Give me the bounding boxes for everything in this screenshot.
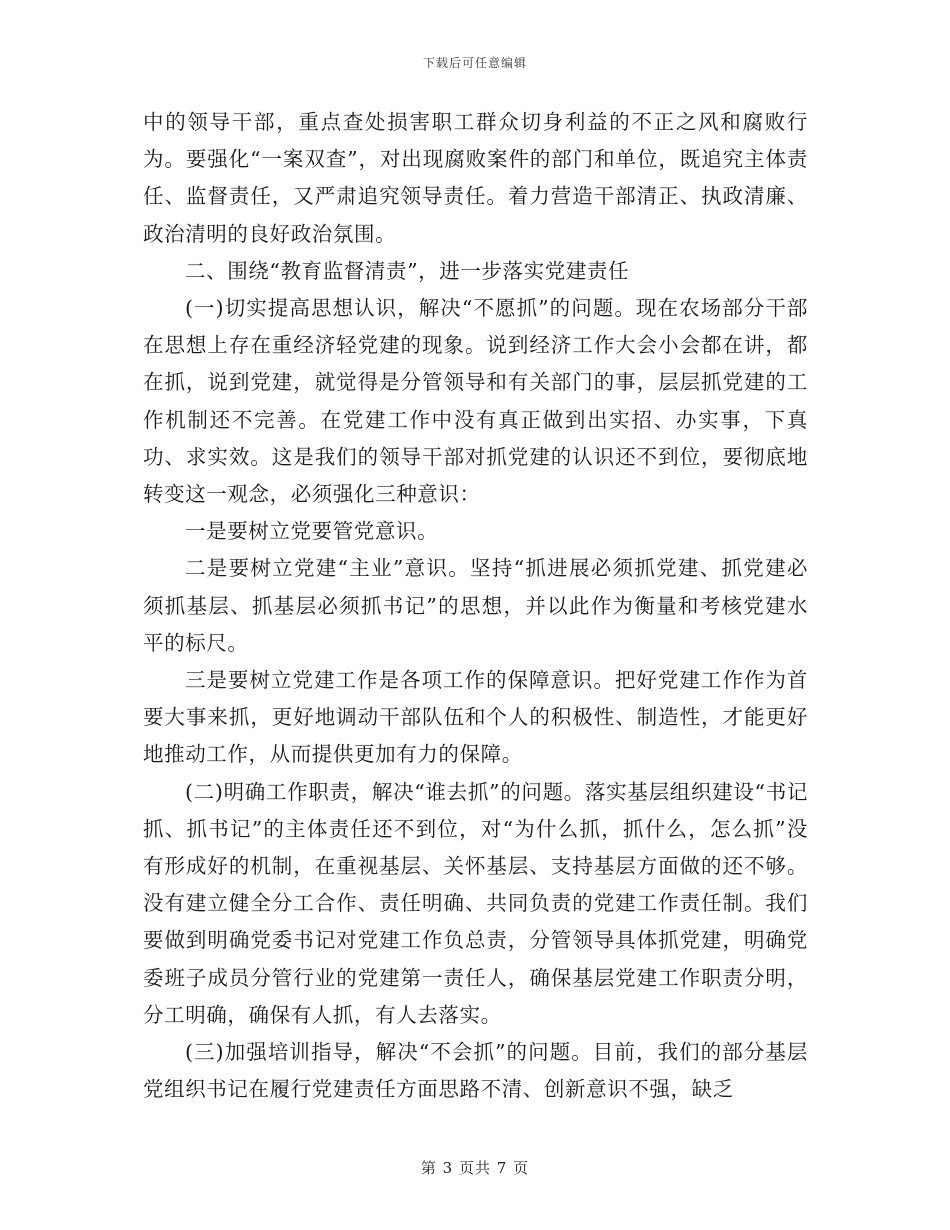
paragraph-3: (一)切实提高思想认识，解决“不愿抓”的问题。现在农场部分干部在思想上存在重经济轻党建的现象。说到经济工作大会小会都在讲，都在抓，说到党建，就觉得是分管领导和有关部门的事，层层抓党建的工作机制还不完善。在党建工作中没有真正做到出实招、办实事，下真功、求实效。这是我们的领导干部对抓党建的认识还不到位，要彻底地转变这一观念，必须强化三种意识：: [143, 296, 808, 507]
document-body: [143, 104, 808, 1108]
paragraph-7: (二)明确工作职责，解决“谁去抓”的问题。落实基层组织建设“书记抓、抓书记”的主体责任还不到位，对“为什么抓，抓什么，怎么抓”没有形成好的机制，在重视基层、关怀基层、支持基层方面做的还不够。没有建立健全分工合作、责任明确、共同负责的党建工作责任制。我们要做到明确党委书记对党建工作负总责，分管领导具体抓党建，明确党委班子成员分管行业的党建第一责任人，确保基层党建工作职责分明，分工明确，确保有人抓，有人去落实。: [143, 779, 808, 1027]
paragraph-1: 中的领导干部，重点查处损害职工群众切身利益的不正之风和腐败行为。要强化“一案双查”，对出现腐败案件的部门和单位，既追究主体责任、监督责任，又严肃追究领导责任。着力营造干部清正、执政清廉、政治清明的良好政治氛围。: [143, 110, 808, 246]
page-footer: 第 3 页共 7 页: [420, 1159, 530, 1177]
paragraph-5: 二是要树立党建“主业”意识。坚持“抓进展必须抓党建、抓党建必须抓基层、抓基层必须抓书记”的思想，并以此作为衡量和考核党建水平的标尺。: [143, 556, 808, 655]
page-header: 下载后可任意编辑: [422, 56, 527, 70]
section-heading-2: 二、围绕“教育监督清责”，进一步落实党建责任: [185, 258, 630, 283]
paragraph-8: (三)加强培训指导，解决“不会抓”的问题。目前，我们的部分基层党组织书记在履行党建责任方面思路不清、创新意识不强，缺乏: [143, 1040, 808, 1102]
paragraph-4: 一是要树立党要管党意识。: [185, 519, 439, 544]
paragraph-6: 三是要树立党建工作是各项工作的保障意识。把好党建工作作为首要大事来抓，更好地调动干部队伍和个人的积极性、制造性，才能更好地推动工作，从而提供更加有力的保障。: [143, 668, 808, 767]
